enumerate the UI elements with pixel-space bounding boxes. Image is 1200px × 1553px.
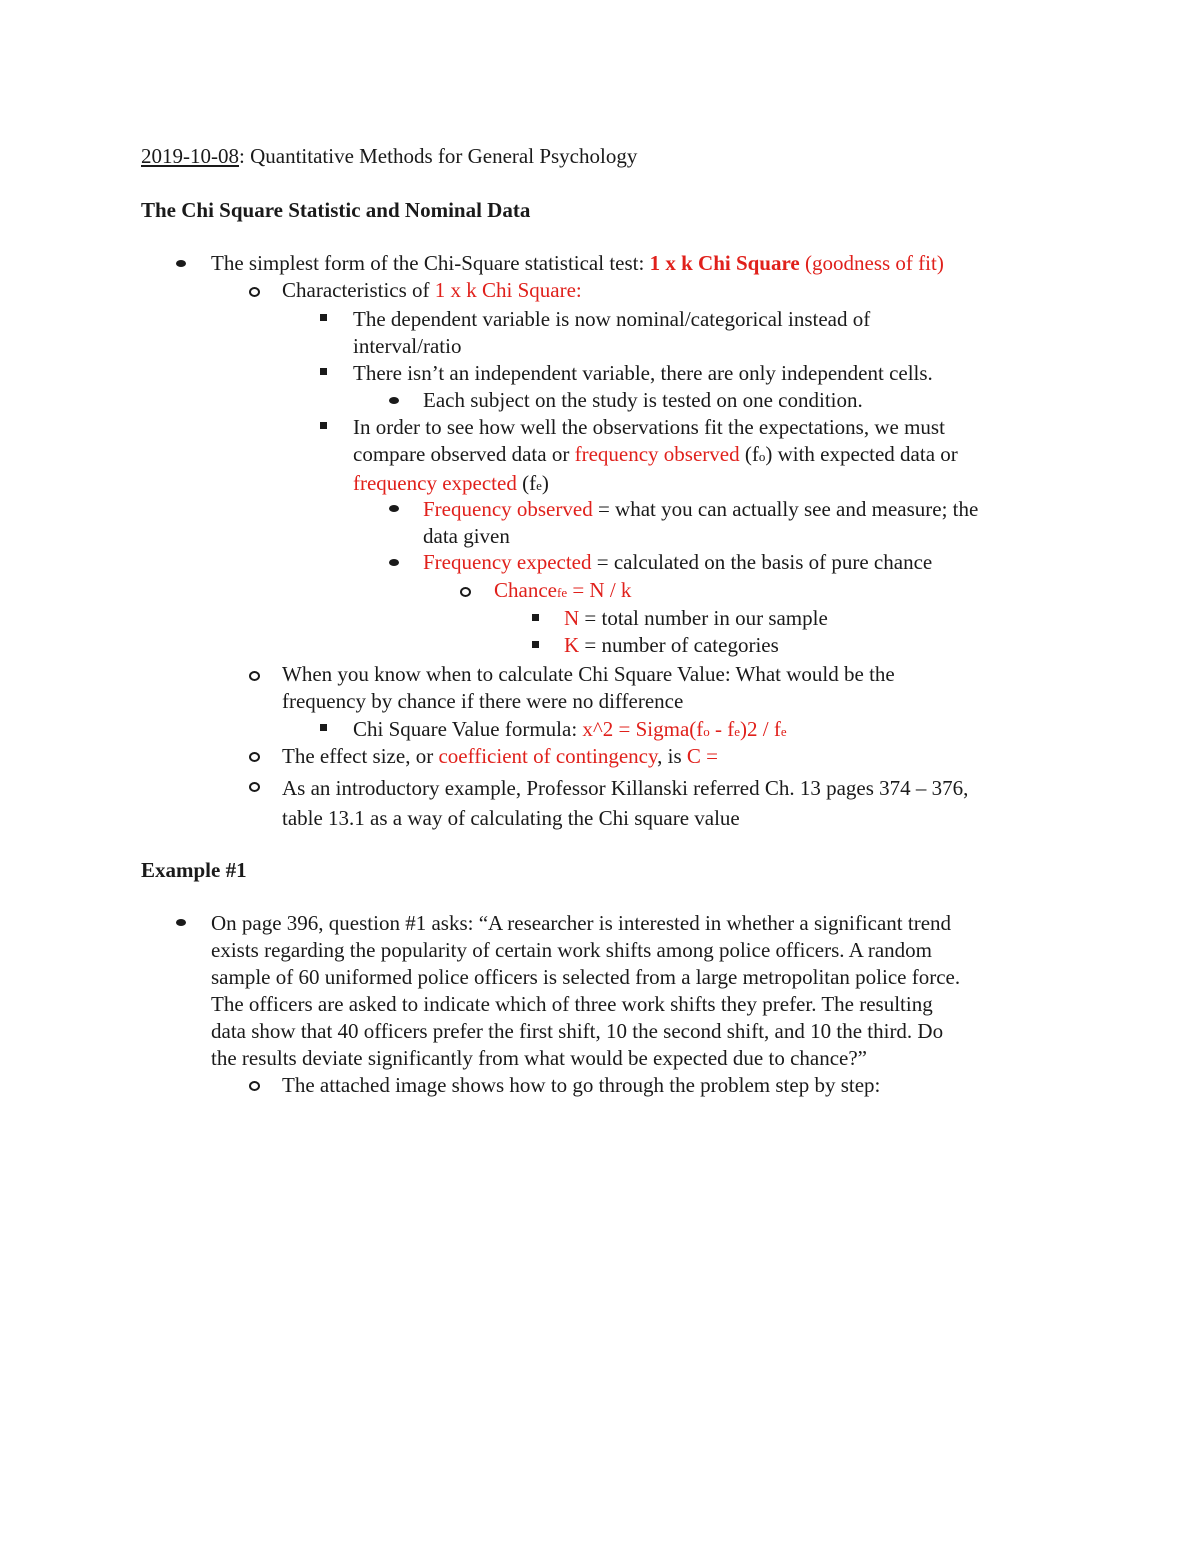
bullet-circle [249, 287, 260, 297]
list-item-frequency-observed-def [423, 496, 978, 550]
item-text: ) with expected data or [765, 442, 958, 466]
list-item-simplest-form [211, 250, 944, 277]
item-text: compare observed data or [353, 442, 575, 466]
list-item-chance-formula [494, 577, 631, 606]
item-text: Characteristics of [282, 278, 435, 302]
formula-part: x^2 = Sigma(f [582, 717, 704, 741]
term-frequency-expected: Frequency expected [423, 550, 592, 574]
chi-square-formula [582, 717, 786, 741]
list-item-frequency-expected-def [423, 549, 932, 576]
item-line [423, 496, 978, 523]
item-text: The simplest form of the Chi-Square statistical test: [211, 251, 650, 275]
bullet-square [532, 641, 539, 648]
item-line: The dependent variable is now nominal/categorical instead of [353, 307, 871, 331]
bullet-circle [249, 1081, 260, 1091]
item-text: ) [541, 471, 549, 495]
subscript: o [758, 449, 766, 464]
formula-part: )2 / f [740, 717, 781, 741]
bullet-square [320, 724, 327, 731]
item-line: interval/ratio [353, 334, 462, 358]
item-line [353, 441, 958, 470]
item-line: In order to see how well the observations fit the expectations, we must [353, 415, 945, 439]
bullet-disc [176, 919, 186, 926]
term-1xk-chi-square: 1 x k Chi Square: [434, 278, 582, 302]
bullet-square [320, 368, 327, 375]
term-frequency-observed: frequency observed [574, 442, 740, 466]
lecture-date: 2019-10-08 [141, 144, 239, 168]
term-k: K [564, 633, 580, 657]
section-heading-example-1: Example #1 [141, 858, 247, 882]
item-text: The effect size, or [282, 744, 439, 768]
term-n: N [564, 606, 580, 630]
list-item-dependent-variable [353, 306, 870, 360]
term-c-equals: C = [686, 744, 718, 768]
item-text: , is [657, 744, 687, 768]
item-line: On page 396, question #1 asks: “A researcher is interested in whether a significant trend [211, 911, 952, 935]
list-item-each-subject: Each subject on the study is tested on one condition. [423, 388, 863, 412]
item-text: = N / k [567, 578, 632, 602]
bullet-circle [460, 587, 471, 597]
list-item-question-1 [211, 910, 960, 1072]
term-coefficient-of-contingency: coefficient of contingency [438, 744, 658, 768]
item-line: As an introductory example, Professor Killanski referred Ch. 13 pages 374 – 376, [282, 776, 969, 800]
item-text: = total number in our sample [579, 606, 828, 630]
item-text: Chance [494, 578, 557, 602]
list-item-attached-image: The attached image shows how to go through the problem step by step: [282, 1073, 881, 1097]
bullet-disc [176, 260, 186, 267]
term-goodness-of-fit: (goodness of fit) [799, 251, 944, 275]
bullet-circle [249, 671, 260, 681]
section-heading-chi-square: The Chi Square Statistic and Nominal Data [141, 198, 531, 222]
item-text: (f [739, 442, 759, 466]
item-line: the results deviate significantly from what would be expected due to chance?” [211, 1046, 868, 1070]
list-item-observed-vs-expected [353, 414, 958, 499]
list-item-introductory-example [282, 773, 968, 833]
item-line: The officers are asked to indicate which of three work shifts they prefer. The resulting [211, 992, 933, 1016]
item-line: exists regarding the popularity of certain work shifts among police officers. A random [211, 938, 933, 962]
item-line: sample of 60 uniformed police officers is selected from a large metropolitan police force. [211, 965, 961, 989]
bullet-square [532, 614, 539, 621]
bullet-disc [389, 397, 399, 404]
subscript: e [780, 724, 787, 739]
subscript: e [734, 724, 741, 739]
item-line: frequency by chance if there were no difference [282, 689, 684, 713]
item-text: = number of categories [579, 633, 779, 657]
list-item-no-independent-variable: There isn’t an independent variable, there are only independent cells. [353, 361, 933, 385]
item-line: When you know when to calculate Chi Square Value: What would be the [282, 662, 895, 686]
item-text: = calculated on the basis of pure chance [591, 550, 933, 574]
list-item-when-to-calculate [282, 661, 895, 715]
bullet-square [320, 422, 327, 429]
subscript: o [703, 724, 710, 739]
term-1xk-chi-square: 1 x k Chi Square [649, 251, 800, 275]
item-line: data show that 40 officers prefer the first shift, 10 the second shift, and 10 the third. Do [211, 1019, 944, 1043]
term-frequency-observed: Frequency observed [423, 497, 593, 521]
header-line [141, 143, 637, 170]
item-text: Chi Square Value formula: [353, 717, 583, 741]
subscript: e [536, 478, 542, 493]
list-item-n-definition [564, 605, 828, 632]
bullet-disc [389, 505, 399, 512]
item-text: = what you can actually see and measure; the [592, 497, 979, 521]
item-line: data given [423, 524, 510, 548]
bullet-disc [389, 559, 399, 566]
item-text: (f [516, 471, 537, 495]
list-item-chi-square-formula [353, 716, 787, 745]
formula-part: - f [709, 717, 735, 741]
bullet-circle [249, 752, 260, 762]
subscript: fe [556, 585, 568, 600]
list-item-k-definition [564, 632, 779, 659]
item-line [353, 470, 958, 499]
list-item-characteristics [282, 277, 582, 304]
list-item-effect-size [282, 743, 718, 770]
term-frequency-expected: frequency expected [353, 471, 517, 495]
course-title: : Quantitative Methods for General Psychology [239, 144, 638, 168]
item-line: table 13.1 as a way of calculating the Chi square value [282, 806, 740, 830]
bullet-square [320, 314, 327, 321]
bullet-circle [249, 782, 260, 792]
